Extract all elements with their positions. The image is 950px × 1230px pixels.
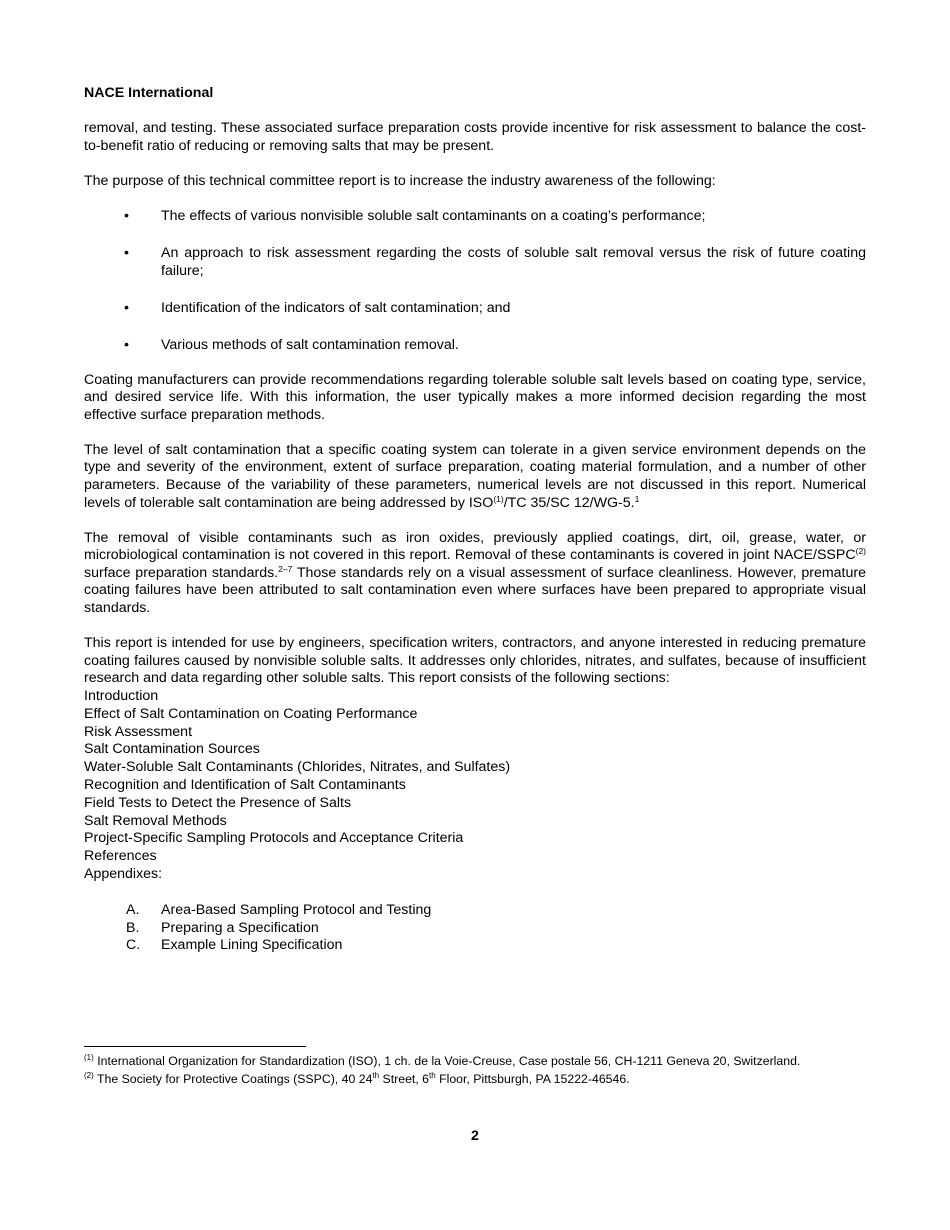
appendix-list — [84, 902, 866, 955]
section-item: Project-Specific Sampling Protocols and Acceptance Criteria — [84, 830, 464, 847]
footnotes — [84, 1053, 866, 1089]
appendix-item — [84, 920, 866, 938]
appendix-label: Area-Based Sampling Protocol and Testing — [161, 901, 432, 918]
footnote-ref: (2) — [855, 546, 866, 557]
removal-text-3: Those standards rely on a visual assessment of surface cleanliness. However, premature coating failures have been attributed to salt contamination even where surfaces have been prepared to appropriate visual standards. — [84, 564, 866, 617]
citation-ref: 1 — [634, 493, 640, 504]
section-item: Risk Assessment — [84, 723, 193, 740]
bullet-text: Various methods of salt contamination removal. — [161, 336, 459, 353]
bullet-item — [84, 245, 866, 280]
bullet-icon: • — [124, 244, 129, 261]
report-scope-paragraph: This report is intended for use by engineers, specification writers, contractors, and anyone interested in reducing premature coating failures caused by nonvisible soluble salts. It addresses only chlorides, nitrates, and sulfates, because of insufficient research and data regarding other soluble salts. This report consists of the following sections: — [84, 635, 866, 687]
purpose-bullet-list — [84, 208, 866, 355]
section-item: Effect of Salt Contamination on Coating Performance — [84, 705, 418, 722]
section-item: Recognition and Identification of Salt Contaminants — [84, 776, 406, 793]
footnote-text: International Organization for Standardization (ISO), 1 ch. de la Voie-Creuse, Case postale 56, CH-1211 Geneva 20, Switzerland. — [93, 1054, 801, 1068]
footnote-text: Floor, Pittsburgh, PA 15222-46546. — [435, 1072, 630, 1086]
section-item: Introduction — [84, 687, 159, 704]
bullet-icon: • — [124, 336, 129, 353]
removal-text-2: surface preparation standards. — [84, 564, 279, 581]
level-text: The level of salt contamination that a specific coating system can tolerate in a given service environment depends on the type and severity of the environment, extent of surface preparation, coating material formulation, and a number of other parameters. Because of the variability of these parameters, numerical levels are not discussed in this report. Numerical levels of tolerable salt contamination are being addressed by ISO — [84, 441, 866, 511]
footnote-1 — [84, 1053, 866, 1069]
footnote-2 — [84, 1071, 866, 1087]
bullet-text: The effects of various nonvisible soluble salt contaminants on a coating’s performance; — [161, 207, 706, 224]
ordinal-suffix: th — [429, 1071, 436, 1080]
bullet-icon: • — [124, 299, 129, 316]
appendix-mark: C. — [126, 937, 141, 954]
appendix-mark: B. — [126, 919, 140, 936]
section-item: References — [84, 848, 157, 865]
purpose-paragraph: The purpose of this technical committee report is to increase the industry awareness of the following: — [84, 172, 716, 189]
citation-ref: 2–7 — [278, 563, 293, 574]
bullet-item — [84, 300, 866, 318]
appendix-item — [84, 902, 866, 920]
bullet-item — [84, 208, 866, 226]
appendix-item — [84, 937, 866, 955]
section-item: Salt Contamination Sources — [84, 741, 260, 758]
section-list — [84, 688, 866, 884]
running-header: NACE International — [84, 85, 214, 101]
intro-paragraph: removal, and testing. These associated surface preparation costs provide incentive for risk assessment to balance the cost-to-benefit ratio of reducing or removing salts that may be present. — [84, 120, 866, 154]
visible-contaminants-paragraph — [84, 530, 866, 618]
appendix-mark: A. — [126, 901, 140, 918]
bullet-text: Identification of the indicators of salt contamination; and — [161, 299, 511, 316]
section-item: Field Tests to Detect the Presence of Salts — [84, 794, 352, 811]
contamination-level-paragraph — [84, 442, 866, 512]
ordinal-suffix: th — [372, 1071, 380, 1080]
footnote-ref: (1) — [493, 493, 504, 504]
page-number: 2 — [471, 1128, 479, 1144]
footnote-mark: (1) — [84, 1053, 94, 1062]
level-text-2: /TC 35/SC 12/WG-5. — [503, 494, 635, 511]
document-body — [84, 84, 866, 955]
footnote-text: The Society for Protective Coatings (SSPC), 40 24 — [93, 1072, 373, 1086]
manufacturers-paragraph: Coating manufacturers can provide recommendations regarding tolerable soluble salt levels based on coating type, service, and desired service life. With this information, the user typically makes a more informed decision regarding the most effective surface preparation methods. — [84, 371, 866, 423]
bullet-item — [84, 337, 866, 355]
bullet-icon: • — [124, 207, 129, 224]
footnote-divider — [84, 1046, 306, 1047]
footnote-text: Street, 6 — [379, 1072, 429, 1086]
footnote-mark: (2) — [84, 1071, 94, 1080]
removal-text: The removal of visible contaminants such as iron oxides, previously applied coatings, dirt, oil, grease, water, or microbiological contamination is not covered in this report. Removal of these contaminants is covered in joint NACE/SSPC — [84, 529, 866, 564]
appendix-label: Preparing a Specification — [161, 919, 319, 936]
bullet-text: An approach to risk assessment regarding the costs of soluble salt removal versus the risk of future coating failure; — [161, 244, 866, 279]
section-item: Appendixes: — [84, 865, 163, 882]
section-item: Water-Soluble Salt Contaminants (Chlorides, Nitrates, and Sulfates) — [84, 759, 511, 776]
appendix-label: Example Lining Specification — [161, 937, 343, 954]
section-item: Salt Removal Methods — [84, 812, 227, 829]
